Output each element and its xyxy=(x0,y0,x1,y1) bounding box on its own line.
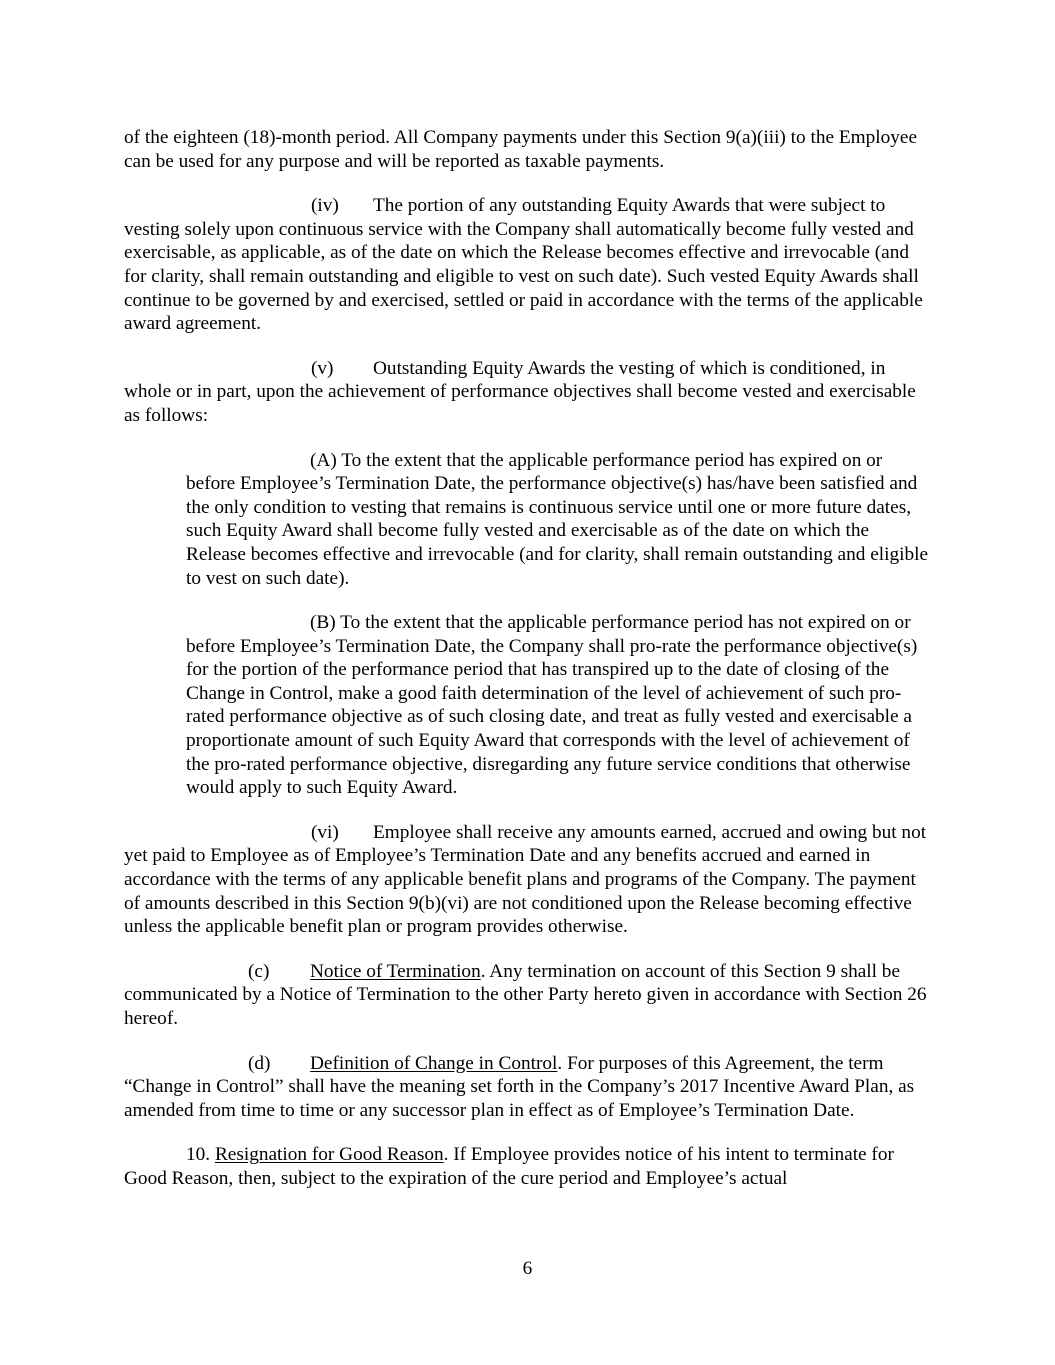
subparagraph-A: (A) To the extent that the applicable performance period has expired on or before Employee’s Termination Date, the performance objective(s) has/have been satisfied and the only condition to vesting that remains is continuous service until one or more future dates, such Equity Award shall become fully vested and exercisable as of the date on which the Release becomes effective and irrevocable (and for clarity, shall remain outstanding and eligible to vest on such date). xyxy=(186,449,929,589)
paragraph-v xyxy=(124,357,932,428)
paragraph-text: Outstanding Equity Awards the vesting of which is conditioned, in whole or in part, upon the achievement of performance objectives shall become vested and exercisable as follows: xyxy=(124,357,916,426)
document-page xyxy=(124,126,932,1212)
paragraph-10 xyxy=(124,1143,932,1190)
subparagraph-B: (B) To the extent that the applicable performance period has not expired on or before Employee’s Termination Date, the Company shall pro-rate the performance objective(s) for the portion of the performance period that has transpired up to the date of closing of the Change in Control, make a good faith determination of the level of achievement of such pro-rated performance objective as of such closing date, and treat as fully vested and exercisable a proportionate amount of such Equity Award that corresponds with the level of achievement of the pro-rated performance objective, disregarding any future service conditions that otherwise would apply to such Equity Award. xyxy=(186,612,918,799)
paragraph-number: (c) xyxy=(248,960,270,982)
paragraph-number: (v) xyxy=(311,357,334,379)
paragraph-text: The portion of any outstanding Equity Awards that were subject to vesting solely upon continuous service with the Company shall automatically become fully vested and exercisable, as applicable, as of the date on which the Release becomes effective and irrevocable (and for clarity, shall remain outstanding and eligible to vest on such date). Such vested Equity Awards shall continue to be governed by and exercised, settled or paid in accordance with the terms of the applicable award agreement. xyxy=(124,195,923,335)
paragraph-c xyxy=(124,960,932,1031)
paragraph-text: . For purposes of this Agreement, the term “Change in Control” shall have the meaning set forth in the Company’s 2017 Incentive Award Plan, as amended from time to time or any successor plan in effect as of Employee’s Termination Date. xyxy=(124,1052,915,1121)
paragraph-number: (vi) xyxy=(311,821,339,843)
section-heading: Definition of Change in Control xyxy=(310,1052,558,1074)
section-heading: Notice of Termination xyxy=(310,960,481,982)
paragraph-continuation: of the eighteen (18)-month period. All Company payments under this Section 9(a)(iii) to the Employee can be used for any purpose and will be reported as taxable payments. xyxy=(124,127,918,172)
paragraph-text: . If Employee provides notice of his intent to terminate for Good Reason, then, subject to the expiration of the cure period and Employee’s actual xyxy=(124,1144,894,1189)
paragraph-text: . Any termination on account of this Section 9 shall be communicated by a Notice of Termination to the other Party hereto given in accordance with Section 26 hereof. xyxy=(124,960,927,1029)
page-number: 6 xyxy=(522,1258,533,1279)
section-number: 10. xyxy=(186,1144,211,1166)
paragraph-number: (d) xyxy=(248,1052,271,1074)
paragraph-vi xyxy=(124,821,932,939)
paragraph-d xyxy=(124,1052,932,1123)
paragraph-iv xyxy=(124,194,932,336)
paragraph-number: (iv) xyxy=(311,195,339,217)
section-heading: Resignation for Good Reason xyxy=(214,1144,444,1166)
paragraph-text: Employee shall receive any amounts earned, accrued and owing but not yet paid to Employee as of Employee’s Termination Date and any benefits accrued and earned in accordance with the terms of any applicable benefit plans and programs of the Company. The payment of amounts described in this Section 9(b)(vi) are not conditioned upon the Release becoming effective unless the applicable benefit plan or program provides otherwise. xyxy=(124,821,927,938)
